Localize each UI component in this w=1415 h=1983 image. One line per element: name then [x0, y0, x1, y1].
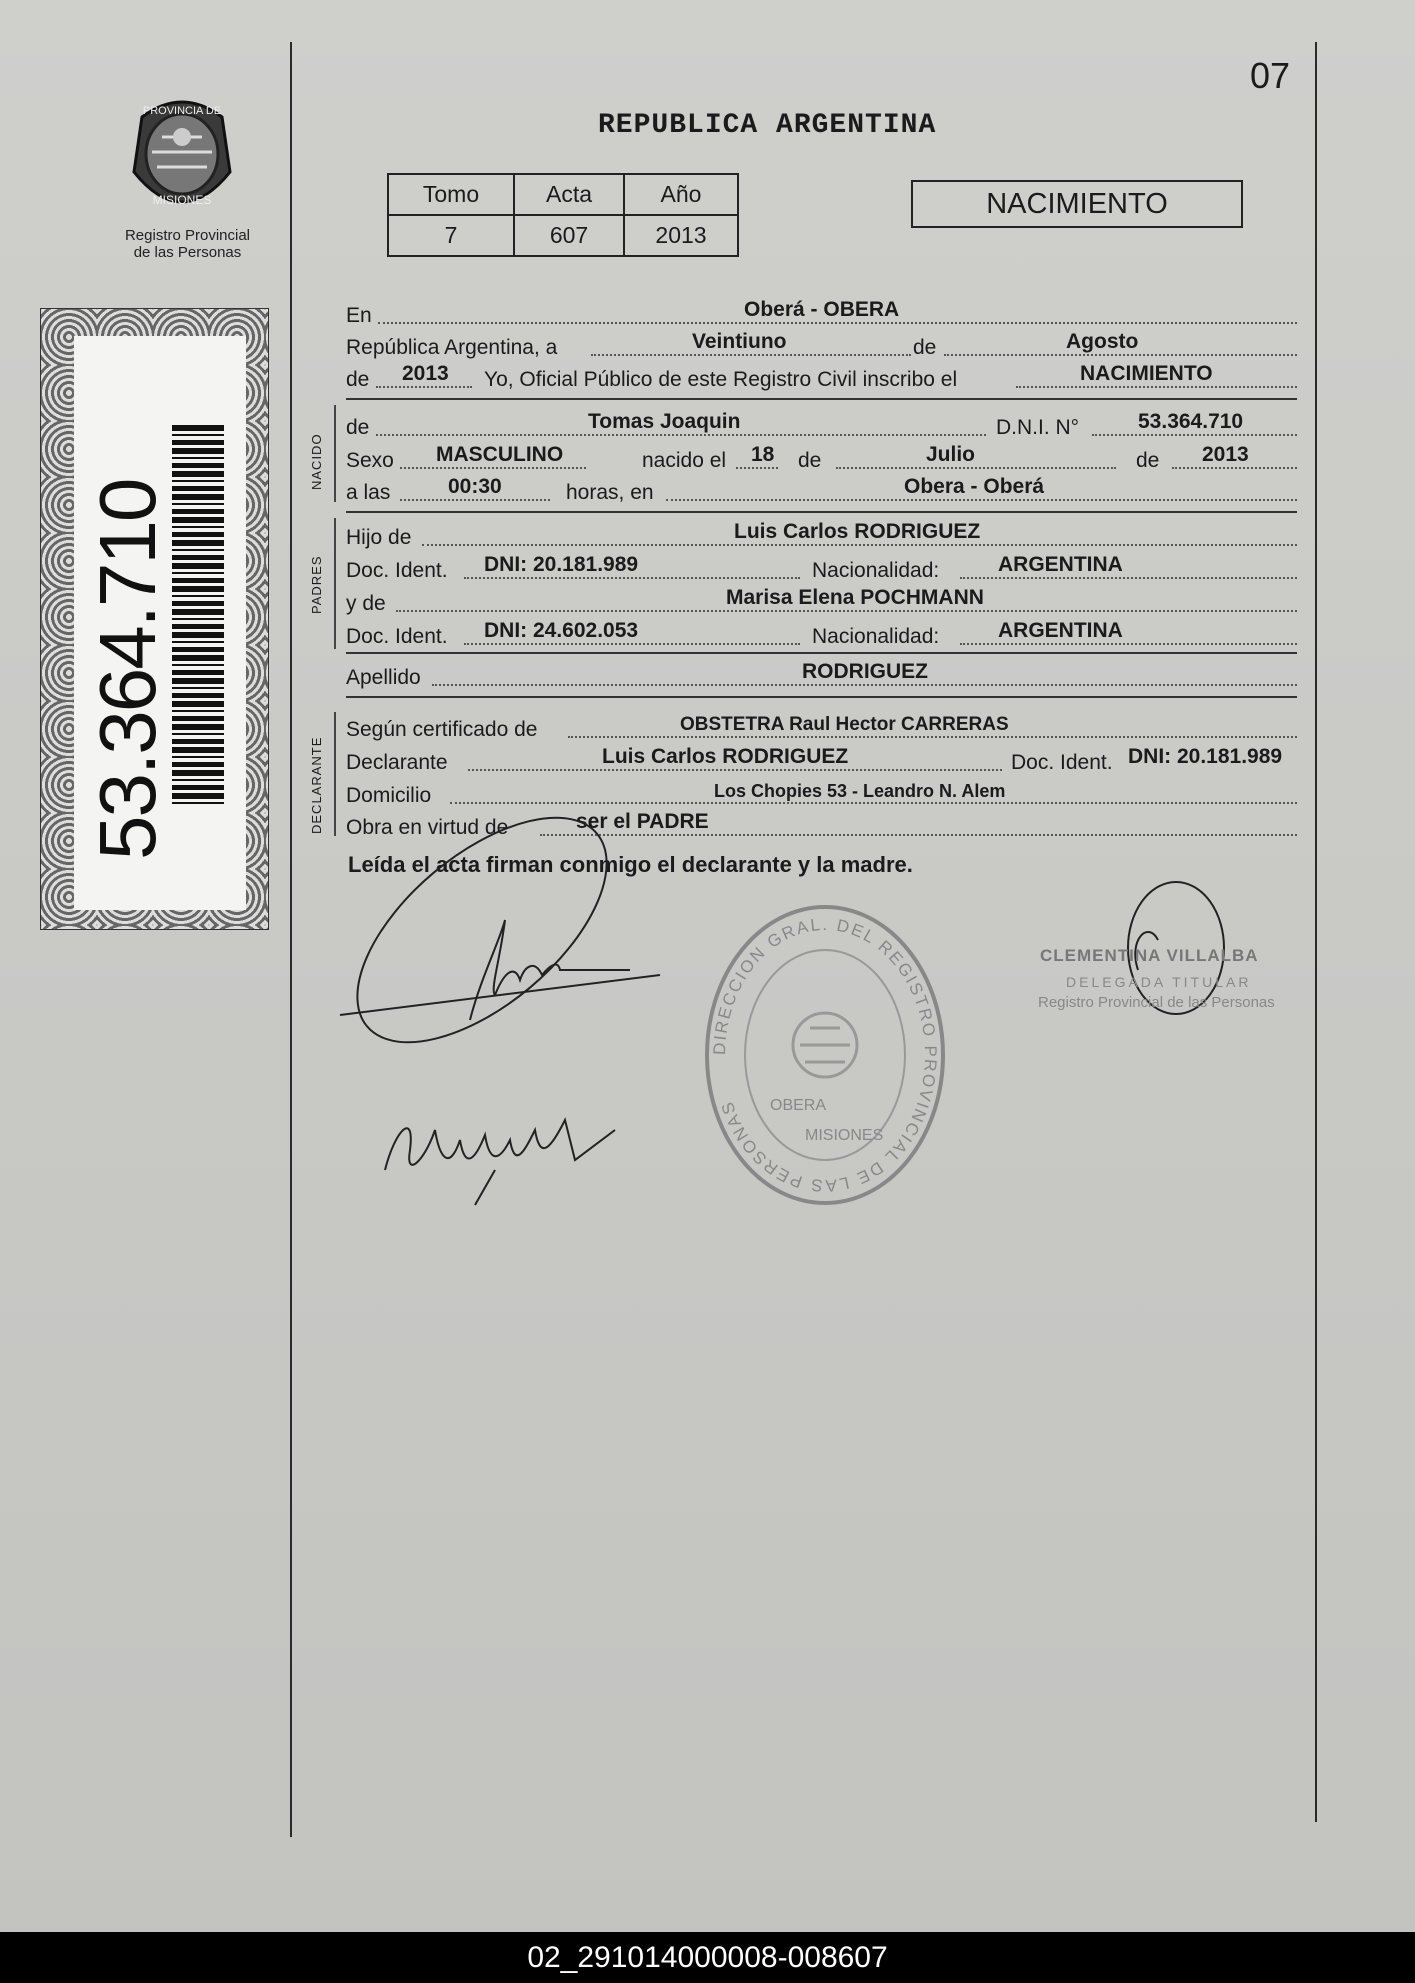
stamp-province: MISIONES [805, 1127, 884, 1144]
value-name: Tomas Joaquin [588, 410, 741, 433]
row-date [346, 330, 1297, 364]
dotted-line [396, 610, 1297, 612]
value-declarant: Luis Carlos RODRIGUEZ [602, 745, 849, 768]
dotted-line [400, 499, 550, 501]
label-doc-ident-declarant: Doc. Ident. [1011, 751, 1113, 774]
label-republica: República Argentina, a [346, 336, 558, 359]
section-bar-nacido [334, 405, 336, 502]
dotted-line [836, 467, 1116, 469]
label-declarante: Declarante [346, 751, 448, 774]
value-dni: 53.364.710 [1138, 410, 1244, 433]
footer-file-id: 02_291014000008-008607 [0, 1932, 1415, 1983]
row-declarant [346, 745, 1297, 779]
dotted-line [960, 577, 1297, 579]
label-doc-ident-father: Doc. Ident. [346, 559, 448, 582]
section-rule [346, 398, 1297, 400]
dotted-line [464, 577, 800, 579]
label-dni: D.N.I. N° [996, 416, 1080, 439]
label-hijo-de: Hijo de [346, 526, 412, 549]
value-birth-month: Julio [926, 443, 976, 466]
register-value-anio: 2013 [624, 215, 738, 256]
row-father [346, 520, 1297, 554]
closing-statement: Leída el acta firman conmigo el declarante y la madre. [348, 852, 913, 877]
value-father: Luis Carlos RODRIGUEZ [734, 520, 981, 543]
section-bar-padres [334, 518, 336, 649]
province-seal-logo [122, 92, 242, 222]
value-day-words: Veintiuno [692, 330, 787, 353]
register-value-acta: 607 [514, 215, 624, 256]
label-y-de: y de [346, 592, 386, 615]
label-de-month: de [798, 449, 822, 472]
row-name [346, 410, 1297, 444]
value-sex: MASCULINO [436, 443, 564, 466]
left-margin-rule [290, 42, 292, 1837]
label-de-year: de [1136, 449, 1160, 472]
value-declarant-doc: DNI: 20.181.989 [1128, 745, 1283, 768]
label-sexo: Sexo [346, 449, 394, 472]
act-type-box: NACIMIENTO [911, 180, 1243, 228]
label-en: En [346, 304, 372, 327]
row-father-doc [346, 553, 1297, 587]
register-header-acta: Acta [514, 174, 624, 215]
section-label-declarante: DECLARANTE [309, 736, 324, 834]
registry-caption-line2: de las Personas [133, 244, 242, 261]
official-stamp-office: Registro Provincial de las Personas [1038, 994, 1275, 1011]
row-mother [346, 586, 1297, 620]
value-month: Agosto [1066, 330, 1139, 353]
row-mother-doc [346, 619, 1297, 653]
value-address: Los Chopies 53 - Leandro N. Alem [714, 781, 1006, 801]
document-title: REPUBLICA ARGENTINA [598, 110, 937, 141]
row-certificate [346, 712, 1297, 746]
barcode-bars [172, 425, 224, 805]
register-value-row [388, 215, 738, 256]
page-number: 07 [1250, 55, 1291, 96]
row-year [346, 362, 1297, 396]
dotted-line [400, 467, 586, 469]
value-year: 2013 [402, 362, 449, 385]
section-label-padres: PADRES [309, 555, 324, 614]
value-birth-day: 18 [751, 443, 775, 466]
register-header-tomo: Tomo [388, 174, 514, 215]
label-nationality-mother: Nacionalidad: [812, 625, 940, 648]
seal-text-bottom: MISIONES [152, 193, 212, 207]
dotted-line [468, 769, 1002, 771]
label-obra: Obra en virtud de [346, 816, 509, 839]
row-time [346, 475, 1297, 509]
label-a-las: a las [346, 481, 391, 504]
dotted-line [960, 643, 1297, 645]
dotted-line [422, 544, 1297, 546]
dotted-line [944, 354, 1297, 356]
registry-round-stamp [700, 900, 950, 1210]
registry-caption-line1: Registro Provincial [124, 227, 251, 244]
label-domicilio: Domicilio [346, 784, 432, 807]
value-surname: RODRIGUEZ [802, 660, 928, 683]
label-de-name: de [346, 416, 370, 439]
signature-mother [375, 1090, 635, 1210]
row-place [346, 298, 1297, 332]
register-value-tomo: 7 [388, 215, 514, 256]
stamp-ring-text: DIRECCION GRAL. DEL REGISTRO PROVINCIAL DE LAS PERSONAS [709, 914, 941, 1196]
value-time: 00:30 [448, 475, 502, 498]
label-apellido: Apellido [346, 666, 421, 689]
section-rule [346, 696, 1297, 698]
label-nationality-father: Nacionalidad: [812, 559, 940, 582]
section-rule [346, 652, 1297, 654]
right-margin-rule [1315, 42, 1317, 1822]
dotted-line [1016, 386, 1297, 388]
dotted-line [666, 499, 1297, 501]
value-act: NACIMIENTO [1080, 362, 1213, 385]
label-nacido: nacido el [642, 449, 727, 472]
label-segun: Según certificado de [346, 718, 538, 741]
signature-declarant [330, 790, 670, 1050]
dotted-line [736, 467, 778, 469]
value-mother-doc: DNI: 24.602.053 [484, 619, 639, 642]
value-mother-nationality: ARGENTINA [998, 619, 1123, 642]
value-father-nationality: ARGENTINA [998, 553, 1123, 576]
label-de2: de [346, 368, 370, 391]
register-header-row [388, 174, 738, 215]
dotted-line [464, 643, 800, 645]
official-stamp-name: CLEMENTINA VILLALBA [1040, 946, 1259, 965]
barcode-number: 53.364.710 [83, 479, 172, 860]
row-surname [346, 660, 1297, 694]
dotted-line [1172, 467, 1297, 469]
register-header-anio: Año [624, 174, 738, 215]
dotted-line [376, 386, 472, 388]
registry-caption [105, 227, 270, 261]
value-father-doc: DNI: 20.181.989 [484, 553, 639, 576]
row-sex [346, 443, 1297, 477]
stamp-city: OBERA [770, 1097, 827, 1114]
official-stamp-role: DELEGADA TITULAR [1066, 974, 1252, 990]
dotted-line [376, 434, 986, 436]
value-place: Oberá - OBERA [744, 298, 900, 321]
dotted-line [568, 736, 1297, 738]
dotted-line [591, 354, 911, 356]
dotted-line [378, 322, 1297, 324]
label-yo: Yo, Oficial Público de este Registro Civil inscribo el [484, 368, 958, 391]
label-horas: horas, en [566, 481, 654, 504]
value-birth-year: 2013 [1202, 443, 1249, 466]
label-de: de [913, 336, 937, 359]
value-reason: ser el PADRE [576, 810, 709, 833]
value-mother: Marisa Elena POCHMANN [726, 586, 984, 609]
dotted-line [1092, 434, 1297, 436]
register-table [387, 173, 739, 257]
seal-text-top: PROVINCIA DE [142, 105, 222, 117]
section-rule [346, 511, 1297, 513]
label-doc-ident-mother: Doc. Ident. [346, 625, 448, 648]
dotted-line [432, 684, 1297, 686]
value-certificate: OBSTETRA Raul Hector CARRERAS [680, 714, 1009, 735]
section-label-nacido: NACIDO [309, 433, 324, 490]
value-birth-place: Obera - Oberá [904, 475, 1045, 498]
